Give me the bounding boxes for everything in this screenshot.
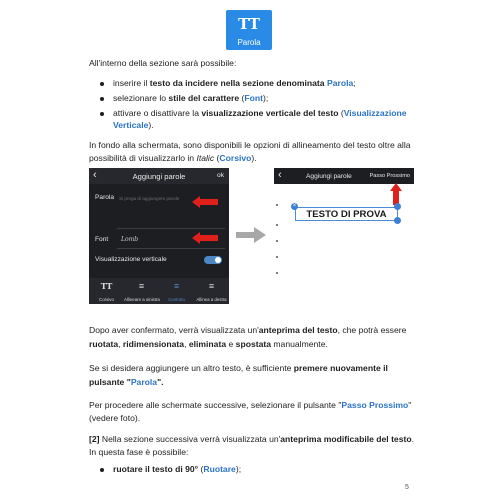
tab-align-right[interactable] (194, 280, 229, 302)
bullet-item: ruotare il testo di 90° (Ruotare); (113, 464, 242, 474)
align-paragraph-l2: possibilità di visualizzarlo in Italic (Corsivo). (89, 153, 257, 163)
ruler-dot (276, 256, 278, 258)
bullet-dot (100, 112, 104, 116)
nav-bar (89, 168, 229, 184)
text-preview-box[interactable] (295, 207, 398, 221)
back-icon[interactable]: ‹ (278, 169, 282, 181)
logo-label: Parola (237, 38, 261, 47)
font-selector[interactable]: Lomb (121, 236, 139, 243)
divider (117, 248, 225, 249)
align-left-icon: ≡ (138, 281, 145, 291)
tab-align-left[interactable] (124, 280, 159, 302)
red-arrow-icon (192, 232, 218, 244)
add-paragraph-l1: Se si desidera aggiungere un altro testo, è sufficiente premere nuovamente il (89, 363, 388, 373)
bullet-item: selezionare lo stile del carattere (Font); (113, 93, 269, 103)
add-paragraph-l2: pulsante "Parola". (89, 377, 164, 387)
red-arrow-up-icon (390, 183, 402, 205)
next-paragraph-l1: Per procedere alle schermate successive, selezionare il pulsante "Passo Prossimo" (89, 400, 412, 410)
section-paragraph-l1: [2] Nella sezione successiva verrà visualizzata un'anteprima modificabile del testo. (89, 434, 414, 444)
screen-title: Aggiungi parole (306, 173, 352, 180)
back-icon[interactable]: ‹ (93, 169, 97, 181)
font-label: Font (95, 236, 109, 243)
parola-logo (226, 10, 272, 50)
rotate-handle-icon[interactable] (394, 203, 401, 210)
confirm-paragraph-l1: Dopo aver confermato, verrà visualizzata un'anteprima del testo, che potrà essere (89, 325, 407, 335)
parola-input[interactable]: Si prega di aggiungere parole (119, 196, 180, 201)
red-arrow-icon (192, 196, 218, 208)
vertical-toggle[interactable] (204, 256, 222, 264)
preview-text: TESTO DI PROVA (306, 209, 387, 220)
ok-button[interactable]: ok (217, 172, 224, 179)
page-number: 5 (405, 484, 409, 491)
logo-glyph: TT (238, 15, 260, 33)
confirm-paragraph-l2: ruotata, ridimensionata, eliminata e spostata manualmente. (89, 339, 328, 349)
resize-handle-icon[interactable] (394, 217, 401, 224)
screen-title: Aggiungi parole (132, 172, 186, 181)
parola-label: Parola (95, 194, 115, 201)
next-paragraph-l2: (vedere foto). (89, 413, 141, 423)
section-paragraph-l2: In questa fase è possibile: (89, 447, 189, 457)
align-center-icon: ≡ (173, 281, 180, 291)
bullet-dot (100, 82, 104, 86)
align-right-icon: ≡ (208, 281, 215, 291)
bullet-item: inserire il testo da incidere nella sezione denominata Parola; (113, 78, 356, 88)
bullet-dot (100, 468, 104, 472)
intro-text: All'interno della sezione sarà possibile: (89, 58, 237, 68)
bullet-dot (100, 97, 104, 101)
tab-label: Corsivo (99, 297, 114, 302)
bullet-item: attivare o disattivare la visualizzazione verticale del testo (Visualizzazione (113, 108, 407, 118)
ruler-dot (276, 240, 278, 242)
close-icon[interactable]: × (292, 203, 297, 209)
nav-bar (274, 168, 414, 184)
bullet-item-cont: Verticale). (113, 120, 154, 130)
tab-label: Centrato (168, 297, 185, 302)
passo-prossimo-button[interactable]: Passo Prossimo (369, 173, 410, 179)
gray-arrow-icon (236, 227, 266, 243)
tab-label: Allineare a sinistra (124, 297, 160, 302)
tab-align-center[interactable] (159, 280, 194, 302)
align-paragraph-l1: In fondo alla schermata, sono disponibili le opzioni di allineamento del testo oltre alla (89, 140, 411, 150)
tab-corsivo[interactable] (89, 280, 124, 302)
divider (117, 228, 225, 229)
vertical-label: Visualizzazione verticale (95, 256, 167, 263)
ruler-dot (276, 224, 278, 226)
ruler-dot (276, 204, 278, 206)
italic-icon: TT (100, 281, 113, 291)
toggle-knob (215, 257, 221, 263)
ruler-dot (276, 272, 278, 274)
tab-label: Allinea a destra (196, 297, 227, 302)
alignment-tab-bar (89, 278, 229, 304)
